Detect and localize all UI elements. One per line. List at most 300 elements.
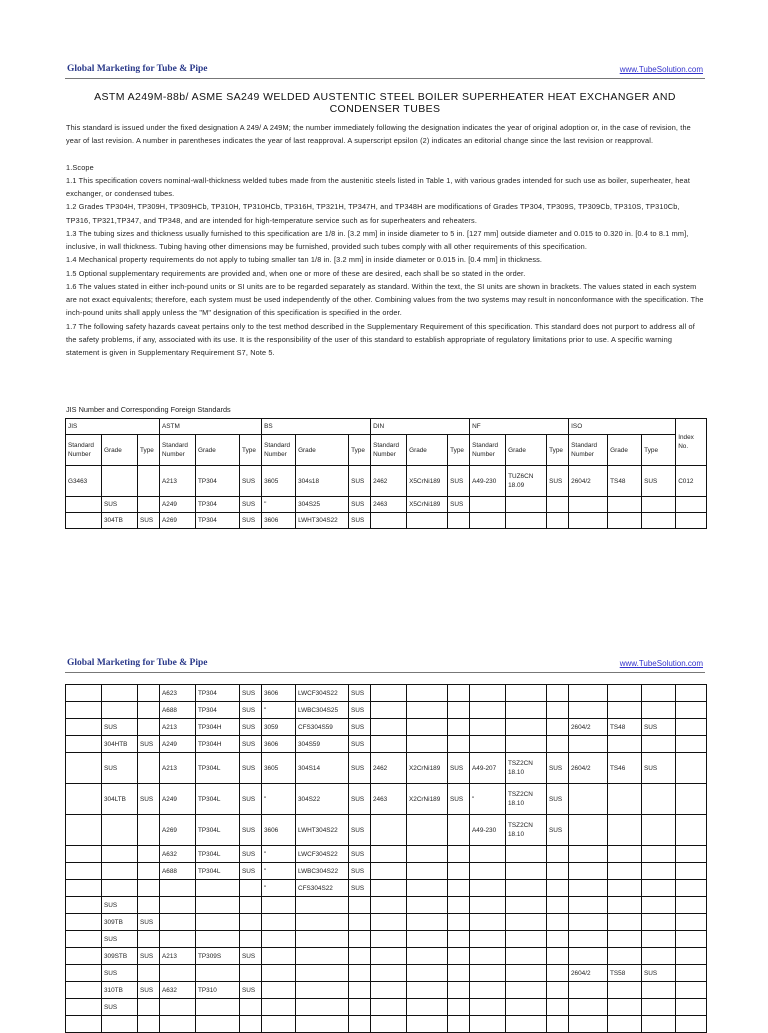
table-cell xyxy=(349,1016,371,1033)
table-cell xyxy=(676,753,707,784)
table-cell: 304HTB xyxy=(102,736,138,753)
table-cell xyxy=(296,1016,349,1033)
table-cell xyxy=(676,880,707,897)
table-cell xyxy=(407,719,448,736)
column-header: Type xyxy=(642,435,676,466)
table-cell xyxy=(448,702,470,719)
table-cell xyxy=(506,685,547,702)
table-cell: LWCF304S22 xyxy=(296,846,349,863)
table-cell xyxy=(470,897,506,914)
table-cell xyxy=(407,999,448,1016)
table-cell xyxy=(448,513,470,529)
table-cell xyxy=(547,702,569,719)
table-cell xyxy=(66,719,102,736)
table-cell xyxy=(448,999,470,1016)
table-cell: SUS xyxy=(240,815,262,846)
site-link[interactable]: www.TubeSolution.com xyxy=(619,65,703,74)
table-cell xyxy=(448,982,470,999)
table-row xyxy=(66,965,707,982)
table-sub-header xyxy=(66,435,707,466)
table-cell: SUS xyxy=(240,466,262,497)
table-row xyxy=(66,897,707,914)
table-cell: X5CrNi189 xyxy=(407,466,448,497)
table-cell xyxy=(349,999,371,1016)
table-cell xyxy=(676,897,707,914)
table-cell: A269 xyxy=(160,513,196,529)
table-cell xyxy=(349,965,371,982)
table-cell xyxy=(138,897,160,914)
column-header: Type xyxy=(240,435,262,466)
table-cell xyxy=(448,685,470,702)
table-cell xyxy=(262,999,296,1016)
column-header: Grade xyxy=(608,435,642,466)
table-cell: 3059 xyxy=(262,719,296,736)
table-row xyxy=(66,815,707,846)
table-cell: A632 xyxy=(160,846,196,863)
table-cell: SUS xyxy=(547,815,569,846)
table-cell xyxy=(138,815,160,846)
table-cell xyxy=(506,931,547,948)
table-cell xyxy=(371,685,407,702)
table-cell: 3605 xyxy=(262,466,296,497)
table-cell xyxy=(608,846,642,863)
scope-item: 1.6 The values stated in either inch-pound units or SI units are to be regarded separately as standard. Within the text, the SI units are shown in brackets. The values stated in each system are not exact equivalents; therefore, each system must be used independently of the other. Combining values from the two systems may result in nonconformance with the specification. The inch-pound units shall apply unless the "M" designation of this specification is specified in the order. xyxy=(66,281,704,318)
table-cell xyxy=(371,999,407,1016)
header-rule xyxy=(65,78,705,79)
table-cell xyxy=(196,965,240,982)
table-cell: 3606 xyxy=(262,513,296,529)
table-cell xyxy=(407,702,448,719)
site-link[interactable]: www.TubeSolution.com xyxy=(619,659,703,668)
group-header: BS xyxy=(262,419,371,435)
table-cell xyxy=(470,914,506,931)
table-cell: SUS xyxy=(448,784,470,815)
table-cell: SUS xyxy=(240,497,262,513)
table-cell: TS58 xyxy=(608,965,642,982)
table-cell: LWBC304S22 xyxy=(296,863,349,880)
table-cell xyxy=(608,914,642,931)
table-cell xyxy=(608,931,642,948)
table-cell xyxy=(448,719,470,736)
table-cell xyxy=(448,736,470,753)
group-header: JIS xyxy=(66,419,160,435)
table-cell xyxy=(506,702,547,719)
table-cell xyxy=(547,880,569,897)
table-cell: 2604/2 xyxy=(569,719,608,736)
table-caption: JIS Number and Corresponding Foreign Standards xyxy=(66,405,231,414)
table-cell: A213 xyxy=(160,719,196,736)
table-cell: SUS xyxy=(240,702,262,719)
table-cell xyxy=(407,863,448,880)
table-cell xyxy=(371,880,407,897)
table-cell xyxy=(66,897,102,914)
table-cell xyxy=(642,948,676,965)
table-cell xyxy=(371,736,407,753)
table-cell xyxy=(470,965,506,982)
table-row xyxy=(66,719,707,736)
table-cell xyxy=(676,999,707,1016)
table-cell xyxy=(676,736,707,753)
standards-table-page1 xyxy=(65,418,707,529)
table-cell xyxy=(349,982,371,999)
table-cell: SUS xyxy=(448,753,470,784)
table-cell: " xyxy=(470,784,506,815)
table-cell xyxy=(676,931,707,948)
table-cell xyxy=(506,497,547,513)
table-cell: TP304H xyxy=(196,719,240,736)
table-cell xyxy=(506,897,547,914)
table-cell xyxy=(66,1016,102,1033)
table-cell xyxy=(470,982,506,999)
table-cell xyxy=(470,1016,506,1033)
document-title: ASTM A249M-88b/ ASME SA249 WELDED AUSTENTIC STEEL BOILER SUPERHEATER HEAT EXCHANGER AND CONDENSER TUBES xyxy=(94,91,676,115)
table-cell xyxy=(506,914,547,931)
table-cell: SUS xyxy=(349,719,371,736)
table-cell: SUS xyxy=(240,948,262,965)
table-cell xyxy=(642,497,676,513)
table-cell: 304LTB xyxy=(102,784,138,815)
table-cell xyxy=(569,685,608,702)
table-group-header xyxy=(66,419,707,435)
table-cell xyxy=(240,999,262,1016)
table-cell xyxy=(642,702,676,719)
table-cell xyxy=(642,914,676,931)
table-cell xyxy=(296,914,349,931)
table-cell xyxy=(470,702,506,719)
table-cell: SUS xyxy=(349,863,371,880)
table-cell: A213 xyxy=(160,753,196,784)
table-cell xyxy=(547,719,569,736)
table-cell xyxy=(296,982,349,999)
table-cell xyxy=(371,965,407,982)
table-cell: 2462 xyxy=(371,466,407,497)
column-header: Standard Number xyxy=(66,435,102,466)
table-cell: SUS xyxy=(102,753,138,784)
table-cell: SUS xyxy=(138,784,160,815)
table-cell xyxy=(138,685,160,702)
table-cell xyxy=(262,931,296,948)
brand-name: Global Marketing for Tube & Pipe xyxy=(67,64,208,74)
table-cell xyxy=(240,914,262,931)
table-cell: SUS xyxy=(349,685,371,702)
table-cell: SUS xyxy=(349,513,371,529)
table-cell xyxy=(371,948,407,965)
table-cell xyxy=(506,999,547,1016)
table-cell: SUS xyxy=(349,466,371,497)
table-cell xyxy=(102,702,138,719)
table-cell xyxy=(102,1016,138,1033)
table-cell xyxy=(196,914,240,931)
table-cell xyxy=(642,1016,676,1033)
table-cell xyxy=(448,914,470,931)
table-cell: 304S59 xyxy=(296,736,349,753)
table-cell xyxy=(470,999,506,1016)
table-cell xyxy=(506,948,547,965)
table-cell: SUS xyxy=(349,846,371,863)
table-cell xyxy=(642,784,676,815)
table-cell xyxy=(66,497,102,513)
table-cell xyxy=(371,914,407,931)
table-cell xyxy=(547,897,569,914)
table-cell xyxy=(506,719,547,736)
table-cell xyxy=(569,914,608,931)
table-cell xyxy=(448,815,470,846)
table-cell xyxy=(262,914,296,931)
table-cell xyxy=(569,702,608,719)
table-row xyxy=(66,466,707,497)
table-cell: 2604/2 xyxy=(569,466,608,497)
table-cell xyxy=(296,965,349,982)
table-cell: LWCF304S22 xyxy=(296,685,349,702)
table-cell: TS46 xyxy=(608,753,642,784)
table-cell xyxy=(547,846,569,863)
table-cell xyxy=(407,897,448,914)
table-cell xyxy=(569,897,608,914)
table-cell: SUS xyxy=(547,753,569,784)
table-row xyxy=(66,880,707,897)
table-cell xyxy=(547,685,569,702)
table-cell xyxy=(547,1016,569,1033)
table-cell xyxy=(547,736,569,753)
table-cell xyxy=(448,948,470,965)
table-cell xyxy=(608,948,642,965)
column-header: Type xyxy=(547,435,569,466)
table-cell: X2CrNi189 xyxy=(407,753,448,784)
table-cell: TP304 xyxy=(196,685,240,702)
page-header-2 xyxy=(67,658,703,668)
table-cell xyxy=(642,880,676,897)
table-cell xyxy=(66,965,102,982)
scope-item: 1.7 The following safety hazards caveat pertains only to the test method described in the Supplementary Requirement of this specification. This standard does not purport to address all of the safety problems, if any, associated with its use. It is the responsibility of the user of this standard to establish appropriate of regulatory limitations prior to use. A specific warning statement is given in Supplementary Requirement S7, Note 5. xyxy=(66,321,695,357)
table-cell xyxy=(102,880,138,897)
table-cell: 2604/2 xyxy=(569,965,608,982)
table-cell xyxy=(448,897,470,914)
table-cell xyxy=(196,880,240,897)
table-cell xyxy=(138,999,160,1016)
table-cell: SUS xyxy=(349,784,371,815)
table-cell xyxy=(676,513,707,529)
table-cell: SUS xyxy=(349,702,371,719)
table-row xyxy=(66,1016,707,1033)
table-cell: A688 xyxy=(160,702,196,719)
table-cell xyxy=(676,846,707,863)
table-row xyxy=(66,982,707,999)
table-cell xyxy=(506,965,547,982)
table-cell xyxy=(66,914,102,931)
table-cell xyxy=(196,931,240,948)
table-cell xyxy=(470,513,506,529)
table-cell xyxy=(349,948,371,965)
table-cell xyxy=(66,702,102,719)
table-row xyxy=(66,931,707,948)
table-cell xyxy=(608,702,642,719)
table-cell xyxy=(642,999,676,1016)
table-row xyxy=(66,863,707,880)
table-cell xyxy=(160,931,196,948)
table-cell: 304S14 xyxy=(296,753,349,784)
table-cell xyxy=(608,736,642,753)
table-cell xyxy=(407,513,448,529)
table-cell xyxy=(676,948,707,965)
table-cell: SUS xyxy=(240,982,262,999)
table-cell xyxy=(66,753,102,784)
table-row xyxy=(66,497,707,513)
table-cell xyxy=(608,685,642,702)
table-cell xyxy=(448,880,470,897)
table-cell xyxy=(569,815,608,846)
column-header: Type xyxy=(448,435,470,466)
column-header: Standard Number xyxy=(160,435,196,466)
table-cell xyxy=(407,931,448,948)
table-cell xyxy=(102,846,138,863)
table-cell xyxy=(262,948,296,965)
table-cell xyxy=(196,999,240,1016)
table-cell xyxy=(642,513,676,529)
table-cell xyxy=(102,863,138,880)
table-cell: " xyxy=(262,784,296,815)
table-cell xyxy=(506,880,547,897)
table-cell xyxy=(470,685,506,702)
table-cell xyxy=(547,513,569,529)
table-cell xyxy=(371,1016,407,1033)
table-cell xyxy=(608,999,642,1016)
scope-item: 1.1 This specification covers nominal-wall-thickness welded tubes made from the austenitic steels listed in Table 1, with various grades intended for such use as boiler, superheater, heat exchanger, or condensed tubes. xyxy=(66,175,691,198)
table-cell xyxy=(138,719,160,736)
table-cell xyxy=(642,815,676,846)
table-cell: TP304 xyxy=(196,702,240,719)
table-cell xyxy=(608,1016,642,1033)
table-cell xyxy=(138,965,160,982)
table-cell: SUS xyxy=(138,736,160,753)
table-cell xyxy=(569,497,608,513)
table-cell xyxy=(407,846,448,863)
table-cell: 304TB xyxy=(102,513,138,529)
table-cell xyxy=(676,497,707,513)
table-cell xyxy=(349,914,371,931)
table-cell xyxy=(349,931,371,948)
table-cell xyxy=(547,497,569,513)
table-cell xyxy=(608,784,642,815)
scope-item: 1.2 Grades TP304H, TP309H, TP309HCb, TP310H, TP310HCb, TP316H, TP321H, TP347H, and TP348H are modifications of Grades TP304, TP309S, TP309Cb, TP310S, TP310Cb, TP316, TP321,TP347, and TP348, and are intended for high-temperature service such as for superheaters and reheaters. xyxy=(66,202,680,225)
table-cell: " xyxy=(262,497,296,513)
table-cell xyxy=(407,880,448,897)
column-header: Grade xyxy=(296,435,349,466)
table-cell xyxy=(547,863,569,880)
table-cell xyxy=(547,948,569,965)
table-cell xyxy=(138,497,160,513)
table-cell: TSZ2CN 18.10 xyxy=(506,815,547,846)
table-cell xyxy=(506,736,547,753)
scope-item: 1.3 The tubing sizes and thickness usually furnished to this specification are 1/8 in. [3.2 mm] in inside diameter to 5 in. [127 mm] outside diameter and 0.015 to 0.320 in. [0.4 to 8.1 mm], inclusive, in wall thickness. Tubing having other dimensions may be furnished, provided such tubes comply with all other requirements of this specification. xyxy=(66,228,689,251)
table-cell xyxy=(608,897,642,914)
table-cell: " xyxy=(262,846,296,863)
table-cell: A249 xyxy=(160,736,196,753)
table-cell: SUS xyxy=(448,466,470,497)
table-cell: A49-207 xyxy=(470,753,506,784)
table-cell: TSZ2CN 18.10 xyxy=(506,784,547,815)
table-cell xyxy=(66,880,102,897)
table-cell xyxy=(160,880,196,897)
table-cell xyxy=(371,719,407,736)
table-cell: C012 xyxy=(676,466,707,497)
table-cell xyxy=(448,1016,470,1033)
column-header: Type xyxy=(349,435,371,466)
table-cell: SUS xyxy=(138,914,160,931)
table-cell xyxy=(296,897,349,914)
table-cell: SUS xyxy=(349,497,371,513)
table-row xyxy=(66,948,707,965)
table-cell xyxy=(66,784,102,815)
table-cell xyxy=(262,897,296,914)
table-cell: TS48 xyxy=(608,719,642,736)
table-cell xyxy=(407,1016,448,1033)
table-cell xyxy=(470,880,506,897)
table-cell xyxy=(569,999,608,1016)
table-cell: SUS xyxy=(102,965,138,982)
table-cell: A269 xyxy=(160,815,196,846)
table-cell xyxy=(240,965,262,982)
table-cell xyxy=(547,931,569,948)
table-cell xyxy=(196,1016,240,1033)
brand-name: Global Marketing for Tube & Pipe xyxy=(67,658,208,668)
table-cell xyxy=(470,497,506,513)
table-cell xyxy=(470,863,506,880)
table-cell xyxy=(407,736,448,753)
table-cell: TP304L xyxy=(196,846,240,863)
table-cell xyxy=(569,846,608,863)
table-cell xyxy=(608,982,642,999)
table-cell xyxy=(608,497,642,513)
table-cell: SUS xyxy=(642,753,676,784)
table-cell xyxy=(569,982,608,999)
table-row xyxy=(66,784,707,815)
group-header: DIN xyxy=(371,419,470,435)
table-cell xyxy=(160,999,196,1016)
table-cell: 304s18 xyxy=(296,466,349,497)
table-cell: A49-230 xyxy=(470,815,506,846)
table-cell: TP304 xyxy=(196,466,240,497)
table-cell: SUS xyxy=(349,736,371,753)
table-cell xyxy=(506,982,547,999)
table-cell xyxy=(569,931,608,948)
table-cell xyxy=(160,965,196,982)
table-row xyxy=(66,846,707,863)
index-header: Index No. xyxy=(676,419,707,466)
table-cell xyxy=(160,1016,196,1033)
table-cell: TP304L xyxy=(196,815,240,846)
table-cell: 304S22 xyxy=(296,784,349,815)
scope-item: 1.4 Mechanical property requirements do not apply to tubing smaller tan 1/8 in. [3.2 mm] in inside diameter or 0.015 in. [0.4 mm] in thickness. xyxy=(66,255,543,265)
table-cell xyxy=(569,784,608,815)
table-cell xyxy=(569,863,608,880)
table-cell xyxy=(66,948,102,965)
table-cell: 3606 xyxy=(262,736,296,753)
table-cell xyxy=(66,846,102,863)
table-cell: SUS xyxy=(642,965,676,982)
table-cell xyxy=(569,736,608,753)
table-cell xyxy=(102,685,138,702)
table-cell xyxy=(448,846,470,863)
table-cell: G3463 xyxy=(66,466,102,497)
table-cell xyxy=(608,880,642,897)
table-cell xyxy=(676,965,707,982)
table-cell: SUS xyxy=(102,897,138,914)
table-cell xyxy=(296,948,349,965)
table-cell xyxy=(676,685,707,702)
table-cell: A213 xyxy=(160,948,196,965)
table-cell xyxy=(240,931,262,948)
column-header: Grade xyxy=(196,435,240,466)
